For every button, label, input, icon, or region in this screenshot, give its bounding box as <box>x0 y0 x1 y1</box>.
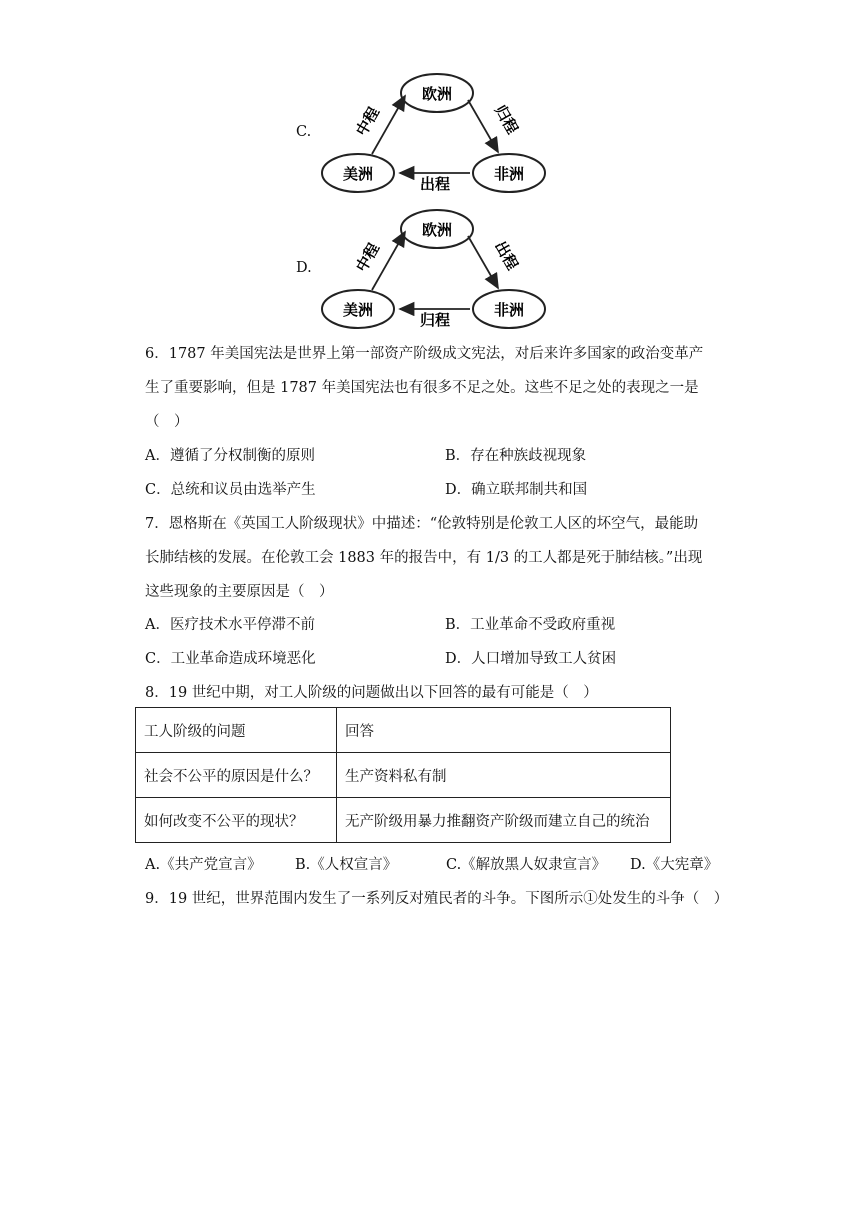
diagram-c-left-edge-text: 中程 <box>352 104 383 139</box>
q6-option-d[interactable]: D．确立联邦制共和国 <box>445 482 588 498</box>
diagram-d-left-edge-text: 中程 <box>352 240 383 275</box>
diagram-c <box>310 66 560 196</box>
diagram-d <box>310 202 560 332</box>
table-row <box>136 753 671 798</box>
diagram-d-right-edge-text: 出程 <box>491 238 522 273</box>
diagram-c-arrow-right <box>468 100 498 152</box>
diagram-d-top-text: 欧洲 <box>421 221 453 239</box>
diagram-d-arrow-right <box>468 236 498 288</box>
q8-option-a[interactable]: A.《共产党宣言》 <box>145 857 262 873</box>
table-row <box>136 798 671 843</box>
table-row <box>136 708 671 753</box>
q8-option-b[interactable]: B.《人权宣言》 <box>295 857 398 873</box>
q6-option-c[interactable]: C．总统和议员由选举产生 <box>145 482 316 498</box>
diagram-c-bottom-edge-text: 出程 <box>419 175 451 193</box>
q6-option-b[interactable]: B．存在种族歧视现象 <box>445 448 587 464</box>
diagram-c-right-edge-text: 归程 <box>491 102 522 137</box>
q6-stem-line3: （ ） <box>145 414 189 430</box>
q8-stem: 8．19 世纪中期，对工人阶级的问题做出以下回答的最有可能是（ ） <box>145 685 598 701</box>
q8-option-c[interactable]: C.《解放黑人奴隶宣言》 <box>446 857 607 873</box>
table-cell: 如何改变不公平的现状？ <box>136 798 337 843</box>
diagram-c-right-text: 非洲 <box>493 165 525 183</box>
q8-table <box>135 707 671 843</box>
table-cell: 生产资料私有制 <box>337 753 671 798</box>
table-cell: 工人阶级的问题 <box>136 708 337 753</box>
diagram-c-top-text: 欧洲 <box>421 85 453 103</box>
diagram-c-arrow-left <box>372 96 405 154</box>
q7-stem-line2: 长肺结核的发展。在伦敦工会 1883 年的报告中，有 1/3 的工人都是死于肺结核。”出现 <box>145 550 703 566</box>
q6-stem-line2: 生了重要影响，但是 1787 年美国宪法也有很多不足之处。这些不足之处的表现之一是 <box>145 380 699 396</box>
q6-stem-line1: 6．1787 年美国宪法是世界上第一部资产阶级成文宪法，对后来许多国家的政治变革产 <box>145 346 704 362</box>
table-cell: 无产阶级用暴力推翻资产阶级而建立自己的统治 <box>337 798 671 843</box>
table-cell: 回答 <box>337 708 671 753</box>
q9-stem: 9．19 世纪，世界范围内发生了一系列反对殖民者的斗争。下图所示①处发生的斗争（ ） <box>145 891 729 907</box>
q7-option-a[interactable]: A．医疗技术水平停滞不前 <box>145 617 315 633</box>
q7-option-c[interactable]: C．工业革命造成环境恶化 <box>145 651 316 667</box>
table-cell: 社会不公平的原因是什么？ <box>136 753 337 798</box>
q8-option-d[interactable]: D.《大宪章》 <box>630 857 719 873</box>
diagram-c-left-text: 美洲 <box>342 165 374 183</box>
q7-stem-line3: 这些现象的主要原因是（ ） <box>145 584 334 600</box>
diagram-d-right-text: 非洲 <box>493 301 525 319</box>
diagram-d-left-text: 美洲 <box>342 301 374 319</box>
diagram-c-label: C. <box>296 124 312 140</box>
q6-option-a[interactable]: A．遵循了分权制衡的原则 <box>145 448 315 464</box>
diagram-d-label: D. <box>296 260 312 276</box>
q7-option-b[interactable]: B．工业革命不受政府重视 <box>445 617 616 633</box>
diagram-d-arrow-left <box>372 232 405 290</box>
diagram-d-bottom-edge-text: 归程 <box>419 311 451 329</box>
q7-option-d[interactable]: D．人口增加导致工人贫困 <box>445 651 617 667</box>
q7-stem-line1: 7．恩格斯在《英国工人阶级现状》中描述：“伦敦特别是伦敦工人区的坏空气，最能助 <box>145 516 699 532</box>
